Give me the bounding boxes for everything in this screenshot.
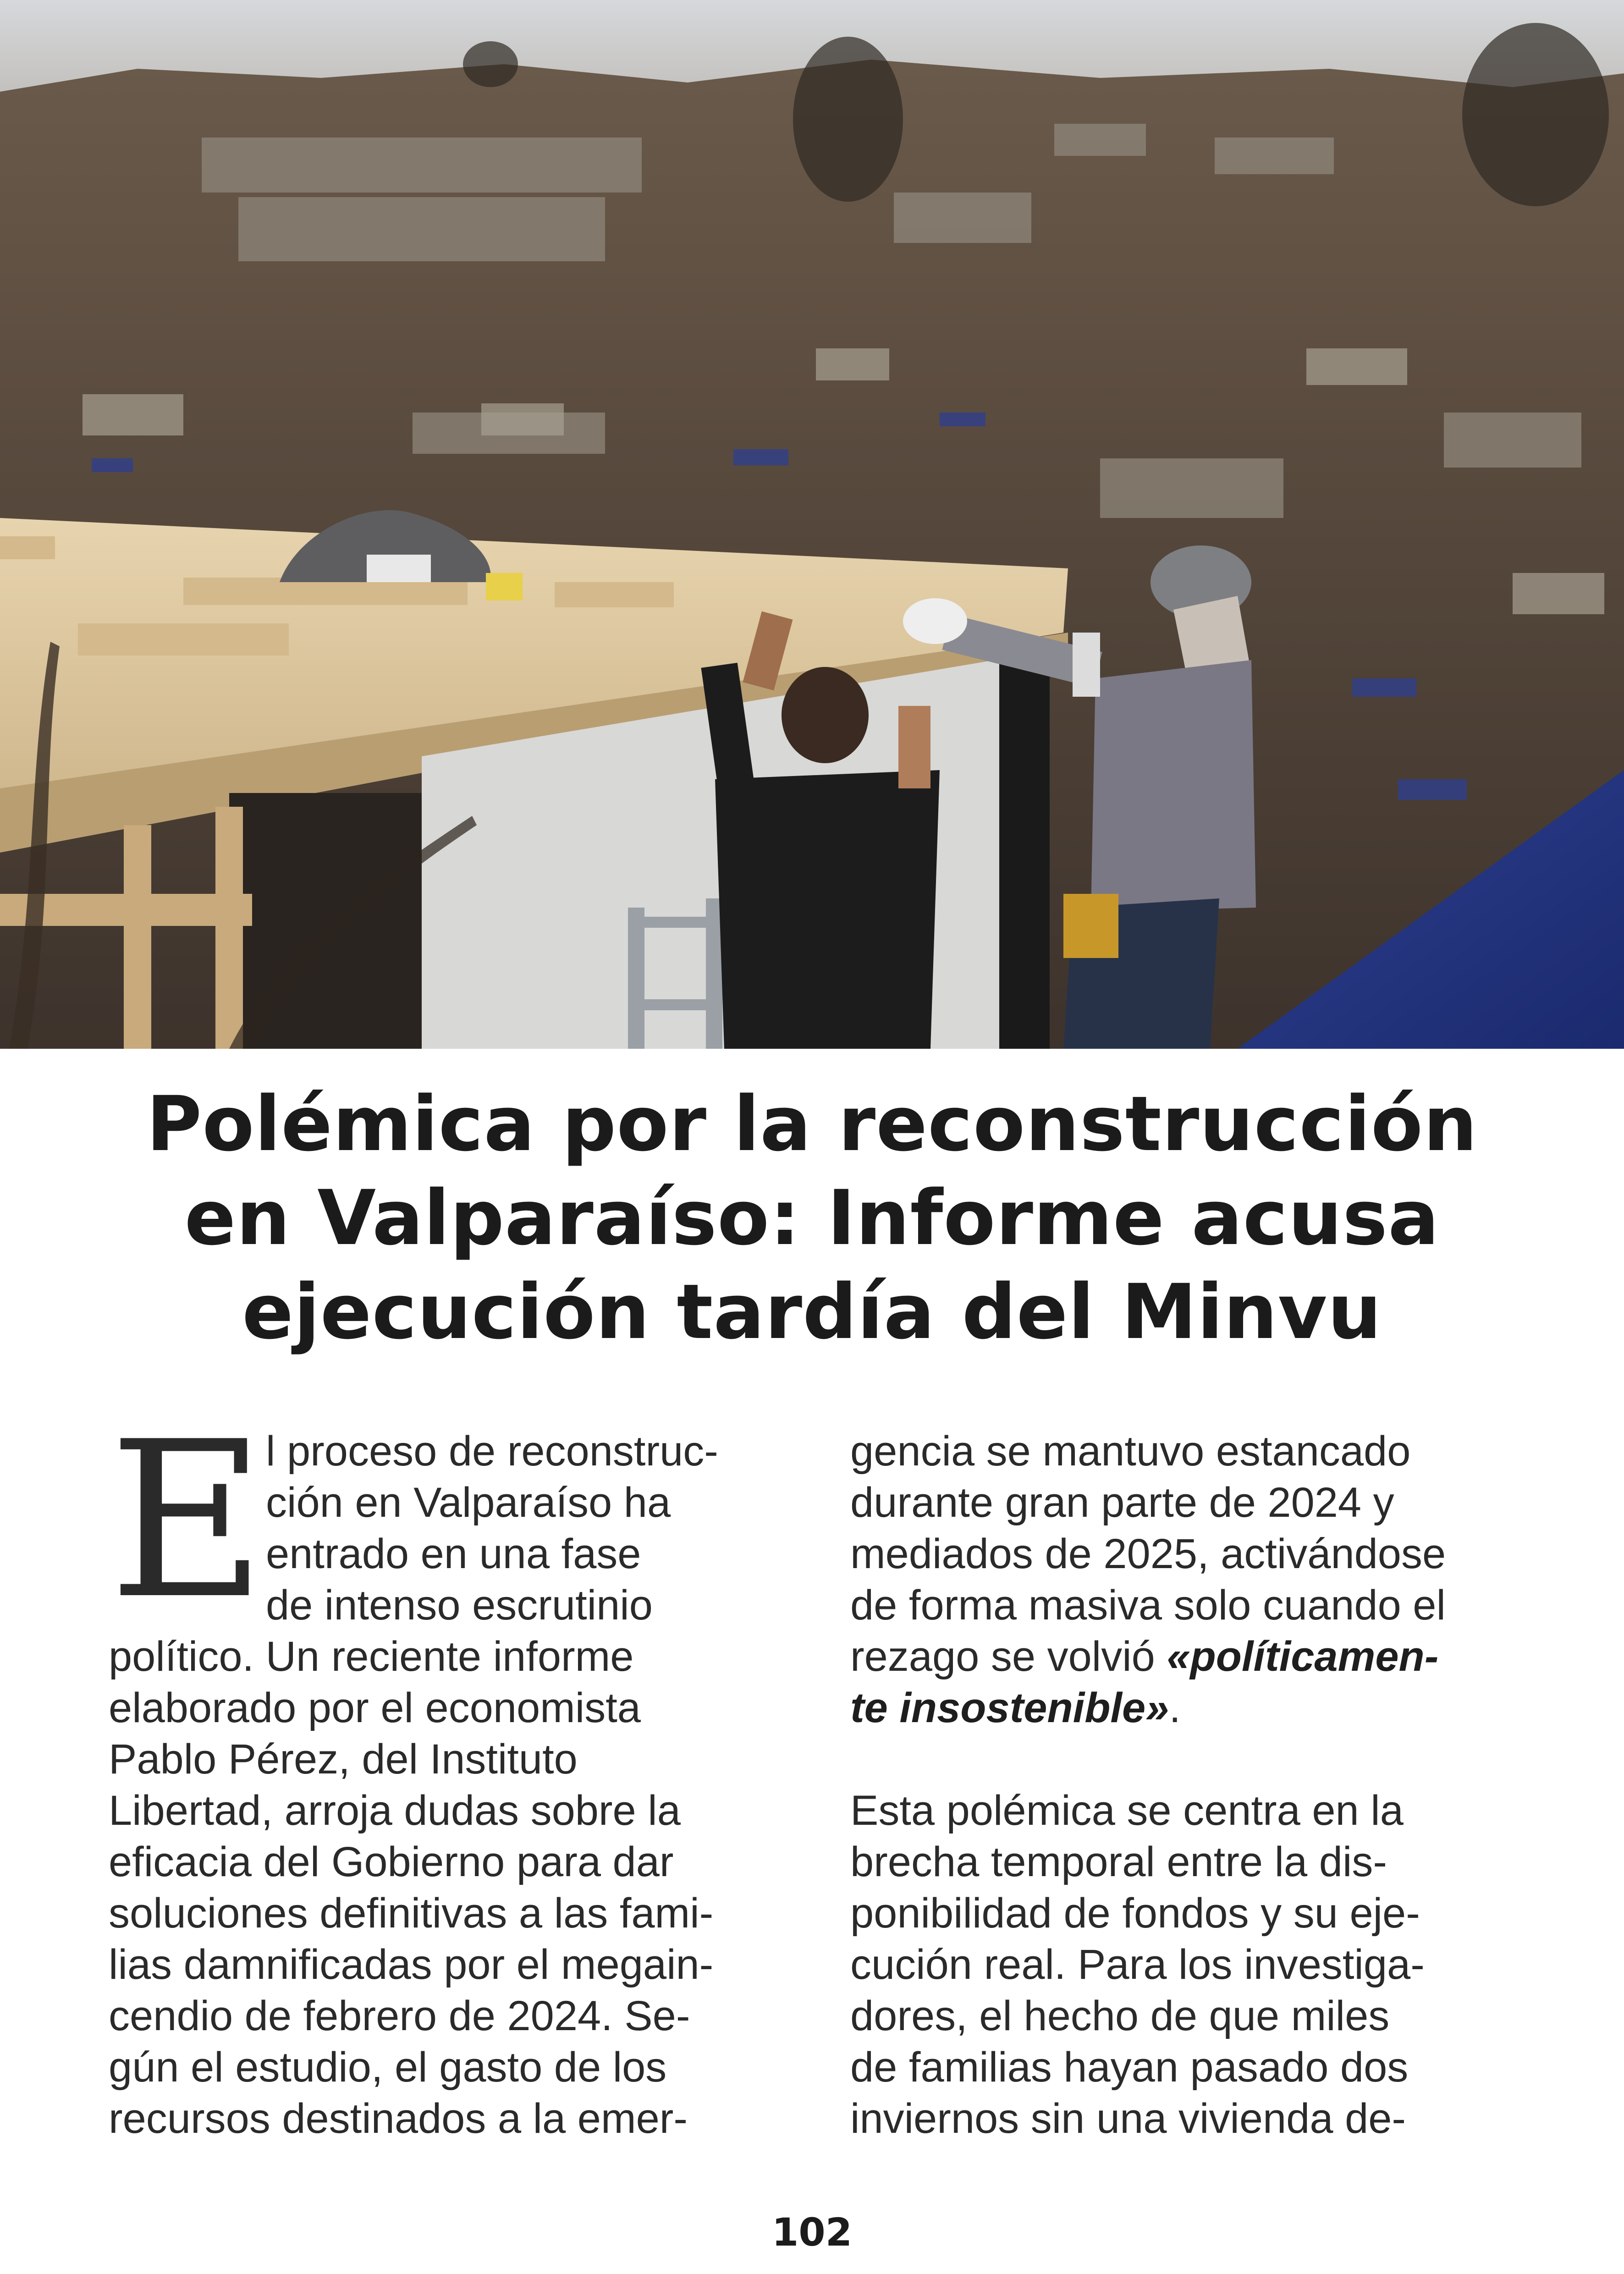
quote-highlight: «políticamen-	[1167, 1633, 1439, 1680]
text-line	[850, 1682, 1501, 1734]
text-line: cendio de febrero de 2024. Se-	[109, 1993, 690, 2039]
headline-line-3: ejecución tardía del Minvu	[242, 1268, 1382, 1356]
text-line: inviernos sin una vivienda de-	[850, 2095, 1406, 2142]
text-line: gún el estudio, el gasto de los	[109, 2044, 667, 2091]
drop-cap: E	[109, 1395, 266, 1646]
text-line: ción en Valparaíso ha	[266, 1479, 671, 1526]
text-line: de intenso escrutinio	[266, 1582, 653, 1629]
text-fragment: rezago se volvió	[850, 1633, 1167, 1680]
text-line: elaborado por el economista	[109, 1685, 641, 1731]
text-line: de forma masiva solo cuando el	[850, 1582, 1446, 1629]
text-line: de familias hayan pasado dos	[850, 2044, 1409, 2091]
text-line: durante gran parte de 2024 y	[850, 1479, 1394, 1526]
text-line: cución real. Para los investiga-	[850, 1941, 1425, 1988]
article-column-right	[850, 1426, 1501, 2144]
text-line: l proceso de reconstruc-	[266, 1428, 718, 1475]
article-column-left	[109, 1395, 760, 2144]
paragraph-gap	[850, 1734, 1501, 1785]
text-fragment: .	[1169, 1685, 1181, 1731]
text-line	[850, 1631, 1501, 1682]
construction-photo-icon	[0, 0, 1624, 1049]
text-line: lias damnificadas por el megain-	[109, 1941, 714, 1988]
text-line: Esta polémica se centra en la	[850, 1787, 1404, 1834]
text-line: ponibilidad de fondos y su eje-	[850, 1890, 1420, 1937]
headline	[55, 1077, 1569, 1359]
quote-highlight: te insostenible»	[850, 1685, 1169, 1731]
text-line: dores, el hecho de que miles	[850, 1993, 1390, 2039]
text-line: soluciones definitivas a las fami-	[109, 1890, 714, 1937]
article-photo	[0, 0, 1624, 1049]
text-line: eficacia del Gobierno para dar	[109, 1839, 674, 1885]
text-line: político. Un reciente informe	[109, 1633, 634, 1680]
text-line: entrado en una fase	[266, 1531, 641, 1577]
text-line: Pablo Pérez, del Instituto	[109, 1736, 578, 1783]
headline-line-1: Polémica por la reconstrucción	[146, 1080, 1478, 1168]
page-number: 102	[771, 2210, 853, 2255]
headline-line-2: en Valparaíso: Informe acusa	[184, 1174, 1440, 1262]
text-line: recursos destinados a la emer-	[109, 2095, 688, 2142]
text-line: gencia se mantuvo estancado	[850, 1428, 1411, 1475]
text-line: mediados de 2025, activándose	[850, 1531, 1446, 1577]
text-line: Libertad, arroja dudas sobre la	[109, 1787, 681, 1834]
text-line: brecha temporal entre la dis-	[850, 1839, 1387, 1885]
